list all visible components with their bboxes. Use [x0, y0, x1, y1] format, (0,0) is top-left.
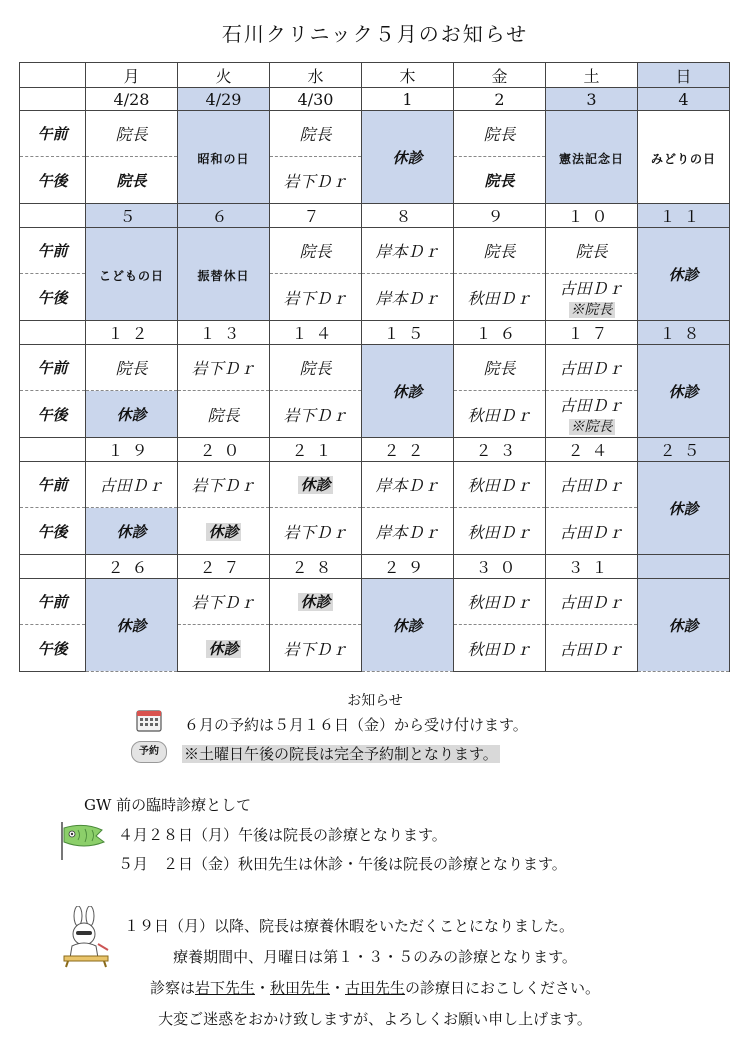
date-cell: ７	[270, 204, 362, 228]
cell-thu-am: 岸本Ｄｒ	[362, 462, 454, 508]
cell-mon-am: 院長	[86, 345, 178, 391]
date-cell-blank	[638, 555, 730, 579]
cell-tue-holiday: 昭和の日	[178, 111, 270, 204]
date-cell: ２５	[638, 438, 730, 462]
date-cell: ６	[178, 204, 270, 228]
week4-date-row	[20, 438, 730, 462]
doctor-iwashita: 岩下先生	[194, 979, 255, 997]
cell-thu-am: 岸本Ｄｒ	[362, 228, 454, 274]
pm-label: 午後	[20, 508, 86, 555]
cell-sat-pm: 古田Ｄｒ ※院長	[546, 274, 638, 321]
date-cell: 4/29	[178, 88, 270, 111]
pm-label: 午後	[20, 274, 86, 321]
week4-am-row	[20, 462, 730, 508]
cell-wed-am: 院長	[270, 345, 362, 391]
weekday-sat: 土	[546, 63, 638, 88]
cell-sun-holiday: みどりの日	[638, 111, 730, 204]
date-cell: ２４	[546, 438, 638, 462]
date-cell: １０	[546, 204, 638, 228]
reservation-badge	[131, 741, 167, 763]
cell-sat-am: 古田Ｄｒ	[546, 579, 638, 625]
week5-am-row	[20, 579, 730, 625]
weekday-mon: 月	[86, 63, 178, 88]
sat-note: ※院長	[570, 418, 613, 435]
leave-line-2: 療養期間中、月曜日は第１・３・５のみの診療となります。	[173, 948, 577, 966]
week3-date-row	[20, 321, 730, 345]
date-cell: 4/30	[270, 88, 362, 111]
date-cell: ５	[86, 204, 178, 228]
am-label: 午前	[20, 579, 86, 625]
cell-fri-am: 秋田Ｄｒ	[454, 579, 546, 625]
notice-line-2-text: ※土曜日午後の院長は完全予約制となります。	[184, 745, 498, 763]
date-label-blank	[20, 438, 86, 462]
cell-fri-pm: 院長	[454, 157, 546, 204]
cell-sat-holiday: 憲法記念日	[546, 111, 638, 204]
cell-tue-pm: 院長	[178, 391, 270, 438]
cell-thu-closed: 休診	[362, 345, 454, 438]
date-cell: ８	[362, 204, 454, 228]
date-cell: 1	[362, 88, 454, 111]
gw-heading: GW 前の臨時診療として	[84, 796, 252, 814]
week5-date-row	[20, 555, 730, 579]
cell-sat-am: 古田Ｄｒ	[546, 462, 638, 508]
cell-mon-closed: 休診	[86, 579, 178, 672]
date-cell: １８	[638, 321, 730, 345]
cell-sun-closed: 休診	[638, 345, 730, 438]
cell-fri-pm: 秋田Ｄｒ	[454, 508, 546, 555]
cell-tue-am: 岩下Ｄｒ	[178, 345, 270, 391]
week2-date-row	[20, 204, 730, 228]
date-cell: ２７	[178, 555, 270, 579]
date-cell: ２２	[362, 438, 454, 462]
weekday-wed: 水	[270, 63, 362, 88]
cell-sun-closed: 休診	[638, 462, 730, 555]
am-label: 午前	[20, 228, 86, 274]
corner-cell	[20, 63, 86, 88]
date-cell: 2	[454, 88, 546, 111]
week3-am-row	[20, 345, 730, 391]
cell-wed-am: 院長	[270, 111, 362, 157]
date-cell: １２	[86, 321, 178, 345]
date-cell: ２０	[178, 438, 270, 462]
week2-am-row	[20, 228, 730, 274]
doctor-furuta: 古田先生	[345, 979, 406, 997]
cell-wed-pm: 岩下Ｄｒ	[270, 508, 362, 555]
week4-pm-row	[20, 508, 730, 555]
am-label: 午前	[20, 111, 86, 157]
date-cell: 4	[638, 88, 730, 111]
cell-mon-holiday: こどもの日	[86, 228, 178, 321]
leave-line-4: 大変ご迷惑をおかけ致しますが、よろしくお願い申し上げます。	[158, 1010, 592, 1028]
notice-line-2	[182, 743, 500, 764]
date-cell: ２９	[362, 555, 454, 579]
notice-line-1: ６月の予約は５月１６日（金）から受け付けます。	[184, 716, 528, 734]
date-cell: １４	[270, 321, 362, 345]
week1-date-row	[20, 88, 730, 111]
koinobori-icon	[58, 820, 108, 862]
date-cell: ３１	[546, 555, 638, 579]
date-label-blank	[20, 321, 86, 345]
cell-sat-pm: 古田Ｄｒ ※院長	[546, 391, 638, 438]
date-cell: １９	[86, 438, 178, 462]
cell-wed-am: 休診	[270, 579, 362, 625]
date-cell: ２３	[454, 438, 546, 462]
sat-note: ※院長	[570, 301, 613, 318]
date-cell: ２８	[270, 555, 362, 579]
cell-sun-closed: 休診	[638, 579, 730, 672]
gw-line-1: ４月２８日（月）午後は院長の診療となります。	[118, 826, 447, 844]
date-cell: 3	[546, 88, 638, 111]
pm-label: 午後	[20, 391, 86, 438]
cell-wed-pm: 岩下Ｄｒ	[270, 391, 362, 438]
cell-mon-pm: 院長	[86, 157, 178, 204]
cell-fri-am: 秋田Ｄｒ	[454, 462, 546, 508]
notice-title: お知らせ	[347, 693, 403, 709]
cell-tue-am: 岩下Ｄｒ	[178, 579, 270, 625]
weekday-tue: 火	[178, 63, 270, 88]
cell-wed-am: 院長	[270, 228, 362, 274]
date-cell: ９	[454, 204, 546, 228]
date-cell: ２６	[86, 555, 178, 579]
cell-thu-closed: 休診	[362, 579, 454, 672]
date-label-blank	[20, 204, 86, 228]
date-cell: １１	[638, 204, 730, 228]
weekday-fri: 金	[454, 63, 546, 88]
date-label-blank	[20, 88, 86, 111]
date-cell: ２１	[270, 438, 362, 462]
cell-fri-am: 院長	[454, 345, 546, 391]
page-title: 石川クリニック５月のお知らせ	[221, 22, 529, 46]
date-cell: １５	[362, 321, 454, 345]
cell-tue-am: 岩下Ｄｒ	[178, 462, 270, 508]
gw-line-2: ５月 ２日（金）秋田先生は休診・午後は院長の診療となります。	[118, 855, 567, 873]
cell-wed-pm: 岩下Ｄｒ	[270, 274, 362, 321]
date-cell: １７	[546, 321, 638, 345]
cell-fri-am: 院長	[454, 111, 546, 157]
leave-line-1: １９日（月）以降、院長は療養休暇をいただくことになりました。	[124, 917, 575, 935]
doctor-akita: 秋田先生	[269, 979, 330, 997]
cell-mon-am: 古田Ｄｒ	[86, 462, 178, 508]
date-label-blank	[20, 555, 86, 579]
date-cell: ３０	[454, 555, 546, 579]
weekday-thu: 木	[362, 63, 454, 88]
pm-label: 午後	[20, 157, 86, 204]
weekday-sun: 日	[638, 63, 730, 88]
cell-wed-pm: 岩下Ｄｒ	[270, 625, 362, 672]
date-cell: １３	[178, 321, 270, 345]
cell-thu-closed: 休診	[362, 111, 454, 204]
am-label: 午前	[20, 462, 86, 508]
cell-fri-am: 院長	[454, 228, 546, 274]
cell-tue-holiday: 振替休日	[178, 228, 270, 321]
cell-mon-pm: 休診	[86, 391, 178, 438]
leave-line-3: 診察は岩下先生・秋田先生・古田先生の診療日におこしください。	[149, 979, 601, 997]
reservation-badge-label: 予約	[139, 746, 159, 757]
cell-tue-pm: 休診	[178, 625, 270, 672]
cell-tue-pm: 休診	[178, 508, 270, 555]
cell-sat-am: 古田Ｄｒ	[546, 345, 638, 391]
cell-sat-pm: 古田Ｄｒ	[546, 508, 638, 555]
cell-fri-pm: 秋田Ｄｒ	[454, 625, 546, 672]
date-cell: 4/28	[86, 88, 178, 111]
cell-sat-am: 院長	[546, 228, 638, 274]
cell-fri-pm: 秋田Ｄｒ	[454, 274, 546, 321]
cell-thu-pm: 岸本Ｄｒ	[362, 274, 454, 321]
cell-sun-closed: 休診	[638, 228, 730, 321]
cell-sat-pm: 古田Ｄｒ	[546, 625, 638, 672]
cell-wed-pm: 岩下Ｄｒ	[270, 157, 362, 204]
cell-fri-pm: 秋田Ｄｒ	[454, 391, 546, 438]
date-cell: １６	[454, 321, 546, 345]
cell-mon-am: 院長	[86, 111, 178, 157]
cell-mon-pm: 休診	[86, 508, 178, 555]
pm-label: 午後	[20, 625, 86, 672]
weekday-header-row	[20, 63, 730, 88]
schedule-table	[19, 62, 730, 672]
am-label: 午前	[20, 345, 86, 391]
cell-thu-pm: 岸本Ｄｒ	[362, 508, 454, 555]
cell-wed-am: 休診	[270, 462, 362, 508]
week1-am-row	[20, 111, 730, 157]
calendar-icon	[136, 708, 162, 732]
